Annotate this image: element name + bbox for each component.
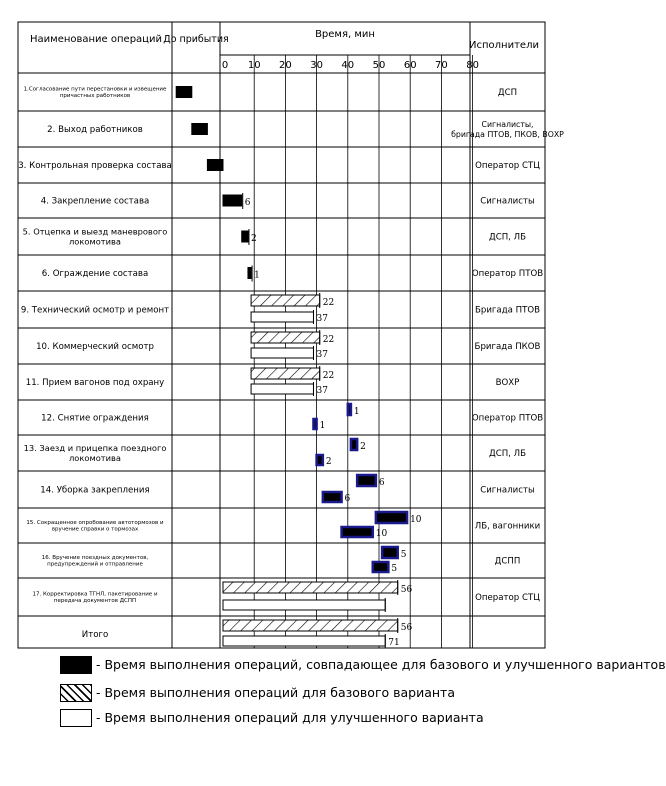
improved-time-bar <box>251 348 313 358</box>
bar-duration-label: 10 <box>375 529 388 539</box>
bar-duration-label: 6 <box>378 478 385 488</box>
improved-time-bar <box>313 419 316 429</box>
improved-time-bar <box>223 600 385 610</box>
operation-name: 15. Сокращенное опробование автотормозов и вручение справки о тормозах <box>26 520 164 533</box>
operation-rows <box>18 87 564 640</box>
operation-name: 12. Снятие ограждения <box>41 413 149 424</box>
common-time-bar <box>192 124 208 135</box>
improved-time-bar <box>323 492 342 502</box>
header-before-arrival: До прибытия <box>163 34 229 45</box>
operation-name: 6. Ограждение состава <box>41 269 149 280</box>
bar-duration-label: 56 <box>400 623 413 633</box>
executor-name: Оператор СТЦ <box>475 161 540 172</box>
improved-time-bar <box>317 455 323 465</box>
operation-name: 14. Уборка закрепления <box>40 485 150 496</box>
improved-time-bar <box>251 312 313 322</box>
base-time-bar <box>348 404 351 415</box>
operation-name: Итого <box>81 630 109 641</box>
executor-name: Оператор СТЦ <box>475 593 540 604</box>
operation-name: 16. Вручение поездных документов, предупреждений и отправление <box>41 555 149 568</box>
common-time-bar <box>223 195 242 206</box>
common-time-bar <box>248 268 251 279</box>
bar-duration-label: 2 <box>325 457 332 467</box>
bar-duration-label: 6 <box>344 494 351 504</box>
base-time-bar <box>357 475 376 486</box>
bar-duration-label: 10 <box>410 515 422 525</box>
bar-duration-label: 1 <box>254 270 260 281</box>
legend-label: - Время выполнения операций, совпадающее для базового и улучшенного вариантов <box>96 657 666 672</box>
executor-name: Сигналисты <box>480 196 535 207</box>
legend-swatch-improved <box>60 709 92 727</box>
bar-duration-label: 37 <box>316 350 328 360</box>
bar-duration-label: 6 <box>244 198 251 208</box>
common-time-bar <box>207 160 223 171</box>
base-time-bar <box>223 620 398 631</box>
common-time-bar <box>176 87 192 98</box>
operation-name: 3. Контрольная проверка состава <box>18 161 172 172</box>
operation-name: 4. Закрепление состава <box>40 196 150 207</box>
operation-name: 13. Заезд и прицепка поездного локомотива <box>23 442 167 463</box>
time-tick-label: 70 <box>435 60 448 71</box>
operation-name: 11. Прием вагонов под охрану <box>25 378 165 389</box>
base-time-bar <box>251 368 320 379</box>
operation-name: 5. Отцепка и выезд маневрового локомотива <box>22 226 168 247</box>
executor-name: Оператор ПТОВ <box>471 269 544 280</box>
legend-swatch-common <box>60 656 92 674</box>
improved-time-bar <box>342 527 373 537</box>
header-operations: Наименование операций <box>30 34 162 45</box>
bar-duration-label: 56 <box>400 585 413 595</box>
time-tick-label: 40 <box>341 60 355 71</box>
executor-name: ДСП <box>497 88 518 99</box>
bar-duration-label: 2 <box>250 234 257 244</box>
executor-name: ВОХР <box>495 378 520 389</box>
executor-name: Оператор ПТОВ <box>471 413 544 424</box>
timeline-bars <box>176 87 422 649</box>
common-time-bar <box>242 231 248 242</box>
legend-item-base <box>60 684 560 704</box>
base-time-bar <box>251 295 320 306</box>
base-time-bar <box>251 332 320 343</box>
time-tick-label: 60 <box>403 60 417 71</box>
base-time-bar <box>223 582 398 593</box>
bar-duration-label: 5 <box>391 564 398 574</box>
base-time-bar <box>376 512 407 523</box>
operation-name: 1.Согласование пути перестановки и извещение причастных работников <box>23 86 167 100</box>
operation-name: 9. Технический осмотр и ремонт <box>20 305 170 316</box>
bar-duration-label: 22 <box>322 298 335 308</box>
time-axis-ticks <box>222 60 479 71</box>
executor-name: Сигналисты <box>480 485 535 496</box>
improved-time-bar <box>373 562 389 572</box>
improved-time-bar <box>223 636 385 646</box>
bar-duration-label: 71 <box>388 638 400 648</box>
bar-duration-label: 22 <box>322 335 335 345</box>
executor-name: ДСП, ЛБ <box>489 449 526 460</box>
executor-name: Бригада ПТОВ <box>474 305 541 316</box>
legend-item-improved <box>60 709 560 729</box>
executor-name: ДСПП <box>494 556 521 567</box>
executor-name: ЛБ, вагонники <box>474 521 541 532</box>
legend-item-common <box>60 656 666 676</box>
header-executors: Исполнители <box>469 40 539 51</box>
executor-name: Сигналисты, бригада ПТОВ, ПКОВ, ВОХР <box>451 120 564 139</box>
time-tick-label: 80 <box>466 60 479 71</box>
operation-name: 10. Коммерческий осмотр <box>36 342 154 353</box>
bar-duration-label: 1 <box>353 407 360 417</box>
time-tick-label: 20 <box>279 60 292 71</box>
executor-name: Бригада ПКОВ <box>474 342 541 353</box>
operation-name: 2. Выход работников <box>47 125 143 136</box>
base-time-bar <box>351 439 357 450</box>
bar-duration-label: 1 <box>319 421 326 431</box>
bar-duration-label: 37 <box>316 314 328 324</box>
legend-label: - Время выполнения операций для улучшенного варианта <box>96 710 484 725</box>
time-tick-label: 30 <box>310 60 323 71</box>
improved-time-bar <box>251 384 313 394</box>
bar-duration-label: 37 <box>316 386 328 396</box>
bar-duration-label: 5 <box>400 550 407 560</box>
bar-duration-label: 2 <box>360 442 366 452</box>
legend-label: - Время выполнения операций для базового варианта <box>96 685 455 700</box>
legend-swatch-base <box>60 684 92 702</box>
time-tick-label: 0 <box>221 60 229 71</box>
operation-name: 17. Корректировка ТГНЛ, пакетирование и передача документов ДСПП <box>32 591 158 605</box>
time-tick-label: 50 <box>372 60 386 71</box>
time-tick-label: 10 <box>247 60 261 71</box>
executor-name: ДСП, ЛБ <box>489 232 526 243</box>
bar-duration-label: 22 <box>322 371 335 381</box>
base-time-bar <box>382 547 398 558</box>
table-header <box>30 29 539 51</box>
header-time: Время, мин <box>315 29 375 40</box>
